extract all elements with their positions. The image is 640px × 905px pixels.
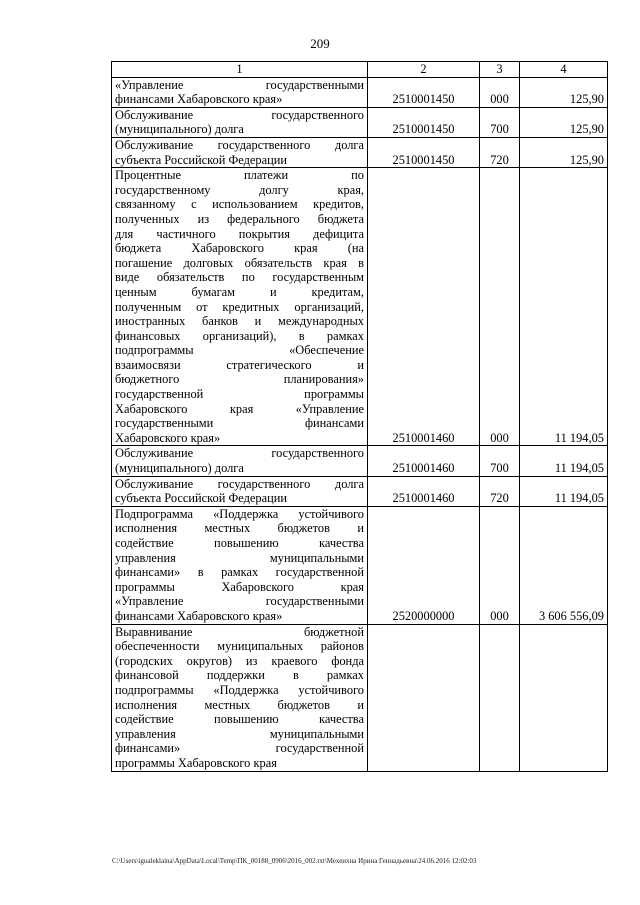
row-type: 700: [480, 107, 520, 137]
description-line: финансами Хабаровского края»: [115, 92, 283, 107]
description-line: исполнения местных бюджетов и: [115, 697, 364, 712]
budget-table: [111, 61, 608, 772]
row-amount: 125,90: [520, 77, 608, 107]
table-row: [112, 476, 608, 506]
description-line: полученных из федерального бюджета: [115, 211, 364, 226]
header-col-3: 3: [480, 62, 520, 78]
header-col-4: 4: [520, 62, 608, 78]
row-type: 000: [480, 506, 520, 624]
row-amount: [520, 624, 608, 771]
row-type: [480, 624, 520, 771]
description-line: управления муниципальными: [115, 726, 364, 741]
row-code: 2510001450: [368, 137, 480, 167]
table-row: [112, 446, 608, 476]
row-description: [112, 137, 368, 167]
description-line: взаимосвязи стратегического и: [115, 357, 364, 372]
table-row: [112, 107, 608, 137]
description-line: подпрограммы «Поддержка устойчивого: [115, 682, 364, 697]
row-description: [112, 506, 368, 624]
row-description: [112, 476, 368, 506]
row-amount: 11 194,05: [520, 168, 608, 446]
row-description: [112, 107, 368, 137]
description-line: финансами Хабаровского края»: [115, 608, 283, 623]
description-line: Хабаровского края»: [115, 430, 221, 445]
description-line: программы Хабаровского края: [115, 755, 277, 770]
description-line: исполнения местных бюджетов и: [115, 521, 364, 536]
row-type: 720: [480, 476, 520, 506]
description-line: государственными финансами: [115, 416, 364, 431]
description-line: Хабаровского края «Управление: [115, 401, 364, 416]
row-code: [368, 624, 480, 771]
description-line: содействие повышению качества: [115, 712, 364, 727]
description-line: «Управление государственными: [115, 77, 364, 92]
row-amount: 11 194,05: [520, 446, 608, 476]
description-line: Обслуживание государственного: [115, 107, 364, 122]
table-header-row: [112, 62, 608, 78]
description-line: подпрограммы «Обеспечение: [115, 343, 364, 358]
row-code: 2520000000: [368, 506, 480, 624]
description-line: «Управление государственными: [115, 594, 364, 609]
row-code: 2510001460: [368, 476, 480, 506]
row-description: [112, 624, 368, 771]
description-line: Подпрограмма «Поддержка устойчивого: [115, 506, 364, 521]
description-line: для частичного покрытия дефицита: [115, 226, 364, 241]
description-line: субъекта Российской Федерации: [115, 152, 287, 167]
description-line: (муниципального) долга: [115, 461, 244, 476]
row-amount: 125,90: [520, 107, 608, 137]
description-line: управления муниципальными: [115, 550, 364, 565]
row-code: 2510001450: [368, 77, 480, 107]
header-col-2: 2: [368, 62, 480, 78]
description-line: финансовой поддержки в рамках: [115, 668, 364, 683]
description-line: обеспеченности муниципальных районов: [115, 639, 364, 654]
row-description: [112, 168, 368, 446]
row-code: 2510001460: [368, 446, 480, 476]
row-description: [112, 446, 368, 476]
table-row: [112, 624, 608, 771]
description-line: погашение долговых обязательств края в: [115, 255, 364, 270]
row-code: 2510001450: [368, 107, 480, 137]
table-row: [112, 506, 608, 624]
header-col-1: 1: [112, 62, 368, 78]
description-line: иностранных банков и международных: [115, 314, 364, 329]
row-type: 000: [480, 168, 520, 446]
description-line: связанному с использованием кредитов,: [115, 197, 364, 212]
row-description: [112, 77, 368, 107]
description-line: субъекта Российской Федерации: [115, 491, 287, 506]
table-row: [112, 77, 608, 107]
description-line: Обслуживание государственного: [115, 446, 364, 461]
description-line: Процентные платежи по: [115, 168, 364, 183]
description-line: финансами» государственной: [115, 741, 364, 756]
description-line: Обслуживание государственного долга: [115, 137, 364, 152]
row-amount: 125,90: [520, 137, 608, 167]
description-line: программы Хабаровского края: [115, 579, 364, 594]
row-type: 700: [480, 446, 520, 476]
row-type: 000: [480, 77, 520, 107]
description-line: виде обязательств по государственным: [115, 270, 364, 285]
description-line: (муниципального) долга: [115, 122, 244, 137]
file-path-footer: C:\Users\igualeklaina\AppData\Local\Temp\ПК_00188_0906\2016_002.txt\Мехеихна Ирина Геннадьевна\24.06.2016 12:02:03: [112, 857, 477, 865]
description-line: государственной программы: [115, 387, 364, 402]
description-line: бюджетного планирования»: [115, 372, 364, 387]
table-row: [112, 137, 608, 167]
description-line: (городских округов) из краевого фонда: [115, 653, 364, 668]
description-line: полученным от кредитных организаций,: [115, 299, 364, 314]
description-line: содействие повышению качества: [115, 536, 364, 550]
description-line: государственному долгу края,: [115, 182, 364, 197]
row-type: 720: [480, 137, 520, 167]
row-amount: 11 194,05: [520, 476, 608, 506]
description-line: ценным бумагам и кредитам,: [115, 284, 364, 299]
page-number: 209: [310, 36, 330, 51]
row-code: 2510001460: [368, 168, 480, 446]
row-amount: 3 606 556,09: [520, 506, 608, 624]
description-line: Выравнивание бюджетной: [115, 624, 364, 639]
description-line: бюджета Хабаровского края (на: [115, 241, 364, 256]
table-row: [112, 168, 608, 446]
description-line: Обслуживание государственного долга: [115, 476, 364, 491]
description-line: финансами» в рамках государственной: [115, 565, 364, 580]
description-line: финансовых организаций), в рамках: [115, 328, 364, 343]
